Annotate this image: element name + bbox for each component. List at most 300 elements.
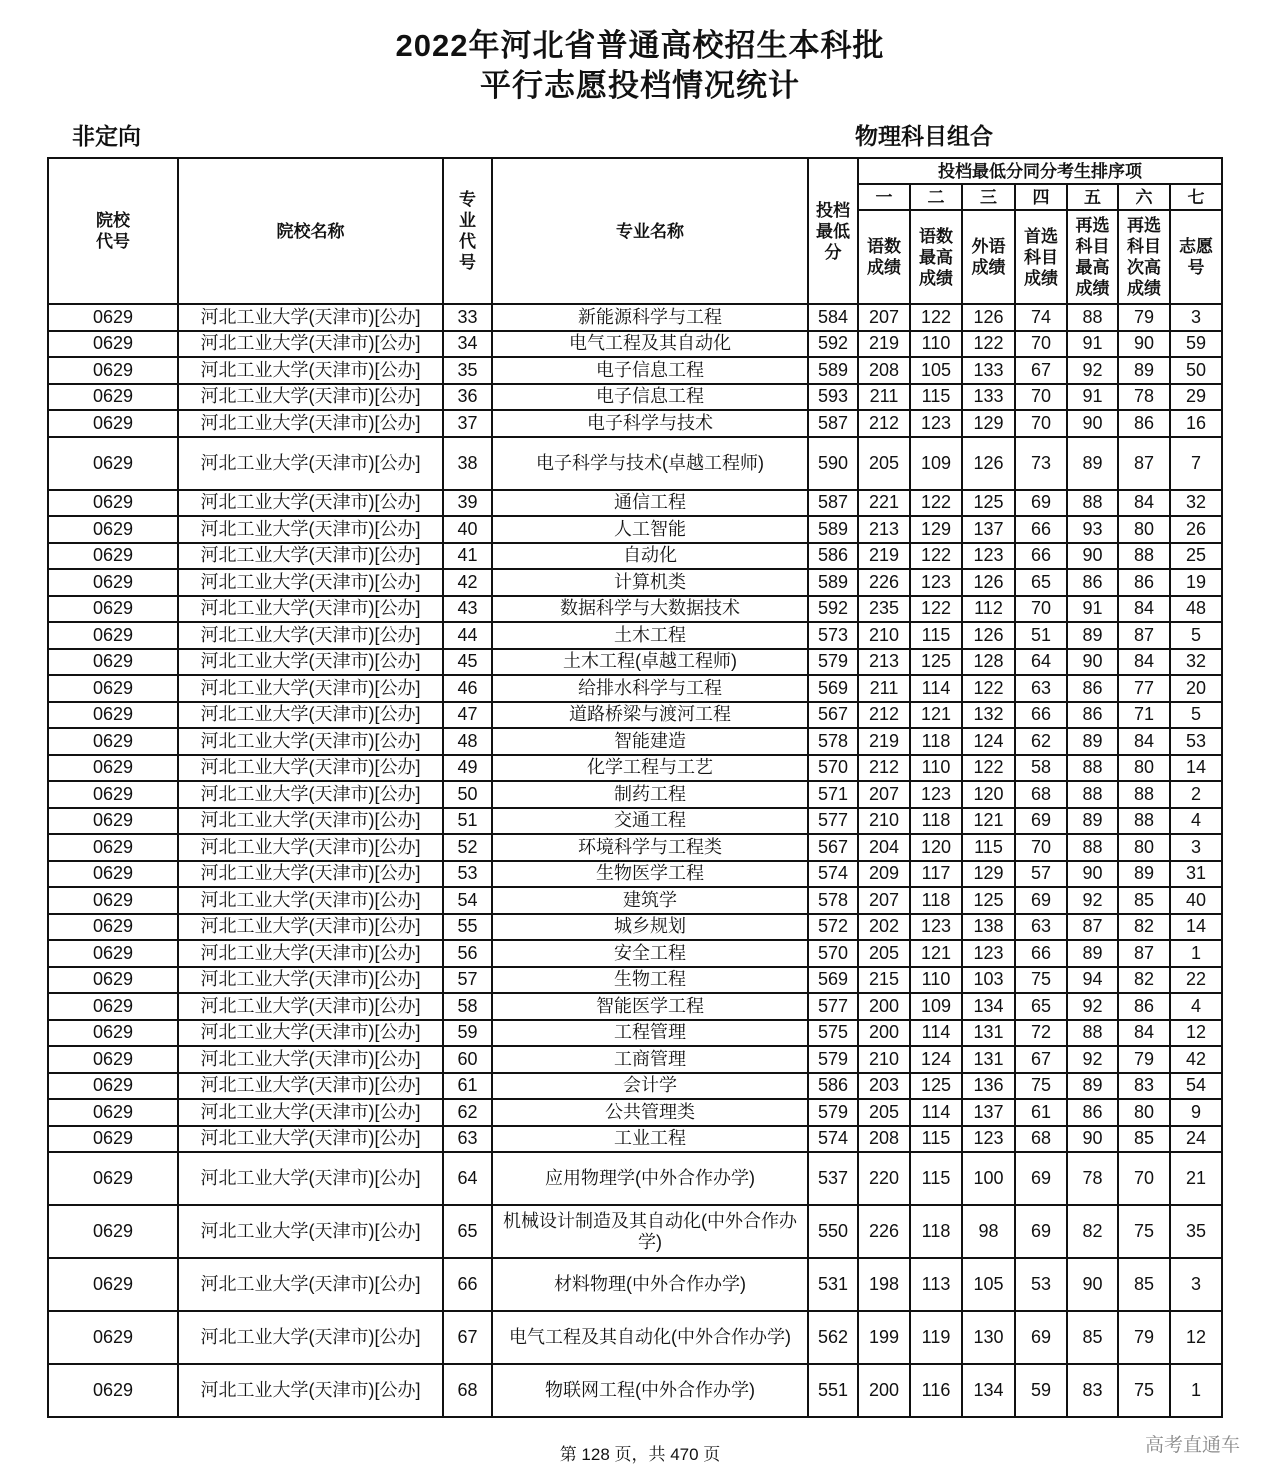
- cell-second-subject-next: 86: [1118, 569, 1170, 596]
- cell-second-subject-max: 92: [1067, 887, 1118, 914]
- table-row: [48, 437, 1222, 490]
- cell-second-subject-next: 84: [1118, 490, 1170, 517]
- cell-first-subject: 51: [1015, 622, 1067, 649]
- cell-chinese-math-max: 121: [910, 940, 962, 967]
- cell-major-code: 61: [443, 1073, 492, 1100]
- cell-major-name: 应用物理学(中外合作办学): [492, 1152, 808, 1205]
- cell-chinese-math-max: 115: [910, 1126, 962, 1153]
- cell-min-score: 592: [808, 596, 858, 623]
- cell-chinese-math-max: 110: [910, 331, 962, 358]
- cell-second-subject-max: 86: [1067, 675, 1118, 702]
- table-row: [48, 622, 1222, 649]
- cell-major-name: 道路桥梁与渡河工程: [492, 702, 808, 729]
- cell-second-subject-next: 84: [1118, 649, 1170, 676]
- cell-min-score: 570: [808, 755, 858, 782]
- cell-major-name: 电子科学与技术: [492, 410, 808, 437]
- cell-chinese-math-score: 213: [858, 649, 910, 676]
- cell-school-name: 河北工业大学(天津市)[公办]: [178, 410, 443, 437]
- cell-school-name: 河北工业大学(天津市)[公办]: [178, 967, 443, 994]
- cell-major-code: 43: [443, 596, 492, 623]
- cell-chinese-math-score: 199: [858, 1311, 910, 1364]
- table-row: [48, 304, 1222, 331]
- header-tiebreak-num: 六: [1118, 184, 1170, 210]
- cell-min-score: 587: [808, 410, 858, 437]
- cell-school-code: 0629: [48, 781, 178, 808]
- header-tiebreak-item: 外语成绩: [962, 210, 1015, 304]
- cell-school-name: 河北工业大学(天津市)[公办]: [178, 861, 443, 888]
- cell-second-subject-max: 91: [1067, 596, 1118, 623]
- cell-school-code: 0629: [48, 1311, 178, 1364]
- cell-chinese-math-max: 117: [910, 861, 962, 888]
- cell-first-subject: 69: [1015, 1152, 1067, 1205]
- cell-min-score: 587: [808, 490, 858, 517]
- table-row: [48, 940, 1222, 967]
- cell-preference-number: 1: [1170, 1364, 1222, 1417]
- cell-second-subject-next: 82: [1118, 914, 1170, 941]
- cell-foreign-language: 136: [962, 1073, 1015, 1100]
- cell-preference-number: 21: [1170, 1152, 1222, 1205]
- cell-major-name: 生物医学工程: [492, 861, 808, 888]
- cell-major-name: 工商管理: [492, 1046, 808, 1073]
- cell-major-name: 工业工程: [492, 1126, 808, 1153]
- cell-school-code: 0629: [48, 993, 178, 1020]
- table-row: [48, 993, 1222, 1020]
- cell-chinese-math-max: 109: [910, 437, 962, 490]
- cell-first-subject: 53: [1015, 1258, 1067, 1311]
- table-row: [48, 1099, 1222, 1126]
- cell-chinese-math-max: 123: [910, 914, 962, 941]
- cell-major-code: 60: [443, 1046, 492, 1073]
- cell-min-score: 574: [808, 861, 858, 888]
- cell-school-code: 0629: [48, 1152, 178, 1205]
- cell-preference-number: 12: [1170, 1020, 1222, 1047]
- cell-second-subject-next: 78: [1118, 384, 1170, 411]
- cell-preference-number: 16: [1170, 410, 1222, 437]
- table-row: [48, 781, 1222, 808]
- cell-second-subject-max: 88: [1067, 1020, 1118, 1047]
- cell-school-name: 河北工业大学(天津市)[公办]: [178, 834, 443, 861]
- header-tiebreak-item: 首选科目成绩: [1015, 210, 1067, 304]
- cell-chinese-math-max: 115: [910, 622, 962, 649]
- cell-chinese-math-score: 198: [858, 1258, 910, 1311]
- cell-first-subject: 67: [1015, 357, 1067, 384]
- cell-foreign-language: 103: [962, 967, 1015, 994]
- cell-foreign-language: 122: [962, 675, 1015, 702]
- cell-school-name: 河北工业大学(天津市)[公办]: [178, 357, 443, 384]
- cell-preference-number: 12: [1170, 1311, 1222, 1364]
- header-tiebreak-item: 语数成绩: [858, 210, 910, 304]
- cell-chinese-math-max: 122: [910, 596, 962, 623]
- cell-second-subject-next: 88: [1118, 543, 1170, 570]
- cell-chinese-math-max: 124: [910, 1046, 962, 1073]
- cell-chinese-math-score: 226: [858, 569, 910, 596]
- cell-min-score: 592: [808, 331, 858, 358]
- cell-major-name: 生物工程: [492, 967, 808, 994]
- header-tiebreak-group: 投档最低分同分考生排序项: [858, 158, 1222, 184]
- cell-major-name: 电气工程及其自动化: [492, 331, 808, 358]
- cell-chinese-math-score: 211: [858, 675, 910, 702]
- cell-first-subject: 75: [1015, 1073, 1067, 1100]
- cell-school-code: 0629: [48, 940, 178, 967]
- cell-school-name: 河北工业大学(天津市)[公办]: [178, 649, 443, 676]
- cell-major-name: 环境科学与工程类: [492, 834, 808, 861]
- cell-second-subject-max: 88: [1067, 490, 1118, 517]
- cell-first-subject: 65: [1015, 569, 1067, 596]
- cell-major-code: 40: [443, 516, 492, 543]
- cell-second-subject-next: 88: [1118, 808, 1170, 835]
- cell-chinese-math-score: 200: [858, 1364, 910, 1417]
- cell-major-name: 数据科学与大数据技术: [492, 596, 808, 623]
- cell-school-code: 0629: [48, 384, 178, 411]
- table-row: [48, 490, 1222, 517]
- cell-major-name: 土木工程: [492, 622, 808, 649]
- cell-second-subject-next: 86: [1118, 993, 1170, 1020]
- cell-first-subject: 59: [1015, 1364, 1067, 1417]
- cell-major-code: 47: [443, 702, 492, 729]
- cell-major-code: 46: [443, 675, 492, 702]
- cell-second-subject-next: 79: [1118, 1046, 1170, 1073]
- cell-chinese-math-max: 118: [910, 728, 962, 755]
- cell-chinese-math-score: 212: [858, 702, 910, 729]
- cell-chinese-math-score: 200: [858, 993, 910, 1020]
- cell-preference-number: 42: [1170, 1046, 1222, 1073]
- cell-major-name: 电子信息工程: [492, 357, 808, 384]
- cell-preference-number: 7: [1170, 437, 1222, 490]
- cell-major-name: 智能医学工程: [492, 993, 808, 1020]
- cell-first-subject: 58: [1015, 755, 1067, 782]
- cell-chinese-math-max: 105: [910, 357, 962, 384]
- cell-min-score: 550: [808, 1205, 858, 1258]
- cell-first-subject: 65: [1015, 993, 1067, 1020]
- cell-major-name: 人工智能: [492, 516, 808, 543]
- cell-school-code: 0629: [48, 622, 178, 649]
- cell-second-subject-next: 90: [1118, 331, 1170, 358]
- cell-school-code: 0629: [48, 410, 178, 437]
- cell-chinese-math-score: 220: [858, 1152, 910, 1205]
- cell-chinese-math-score: 210: [858, 808, 910, 835]
- header-tiebreak-num: 三: [962, 184, 1015, 210]
- cell-foreign-language: 126: [962, 437, 1015, 490]
- cell-second-subject-next: 80: [1118, 834, 1170, 861]
- cell-second-subject-next: 79: [1118, 1311, 1170, 1364]
- cell-second-subject-max: 91: [1067, 331, 1118, 358]
- cell-chinese-math-max: 116: [910, 1364, 962, 1417]
- cell-second-subject-next: 85: [1118, 1126, 1170, 1153]
- cell-major-code: 62: [443, 1099, 492, 1126]
- cell-foreign-language: 123: [962, 940, 1015, 967]
- cell-second-subject-max: 93: [1067, 516, 1118, 543]
- cell-chinese-math-max: 114: [910, 1020, 962, 1047]
- cell-chinese-math-score: 207: [858, 887, 910, 914]
- cell-school-code: 0629: [48, 967, 178, 994]
- table-row: [48, 1311, 1222, 1364]
- cell-chinese-math-max: 122: [910, 304, 962, 331]
- cell-chinese-math-max: 121: [910, 702, 962, 729]
- cell-second-subject-next: 89: [1118, 861, 1170, 888]
- cell-min-score: 570: [808, 940, 858, 967]
- cell-min-score: 586: [808, 1073, 858, 1100]
- cell-second-subject-max: 92: [1067, 993, 1118, 1020]
- header-tiebreak-num: 七: [1170, 184, 1222, 210]
- cell-second-subject-max: 89: [1067, 622, 1118, 649]
- cell-school-name: 河北工业大学(天津市)[公办]: [178, 516, 443, 543]
- cell-chinese-math-score: 202: [858, 914, 910, 941]
- cell-chinese-math-max: 110: [910, 755, 962, 782]
- cell-first-subject: 64: [1015, 649, 1067, 676]
- table-row: [48, 649, 1222, 676]
- cell-foreign-language: 122: [962, 331, 1015, 358]
- header-tiebreak-num: 四: [1015, 184, 1067, 210]
- cell-preference-number: 14: [1170, 755, 1222, 782]
- cell-second-subject-max: 91: [1067, 384, 1118, 411]
- cell-chinese-math-score: 205: [858, 1099, 910, 1126]
- cell-school-code: 0629: [48, 516, 178, 543]
- cell-second-subject-next: 80: [1118, 516, 1170, 543]
- cell-school-name: 河北工业大学(天津市)[公办]: [178, 940, 443, 967]
- cell-foreign-language: 98: [962, 1205, 1015, 1258]
- cell-school-name: 河北工业大学(天津市)[公办]: [178, 675, 443, 702]
- cell-school-name: 河北工业大学(天津市)[公办]: [178, 755, 443, 782]
- watermark: 高考直通车: [1145, 1435, 1241, 1456]
- cell-first-subject: 69: [1015, 808, 1067, 835]
- cell-foreign-language: 105: [962, 1258, 1015, 1311]
- cell-school-name: 河北工业大学(天津市)[公办]: [178, 1258, 443, 1311]
- table-row: [48, 357, 1222, 384]
- cell-second-subject-max: 89: [1067, 940, 1118, 967]
- table-row: [48, 914, 1222, 941]
- cell-school-name: 河北工业大学(天津市)[公办]: [178, 1311, 443, 1364]
- table-row: [48, 1046, 1222, 1073]
- table-row: [48, 1364, 1222, 1417]
- cell-major-name: 电气工程及其自动化(中外合作办学): [492, 1311, 808, 1364]
- cell-school-name: 河北工业大学(天津市)[公办]: [178, 1364, 443, 1417]
- cell-preference-number: 25: [1170, 543, 1222, 570]
- cell-second-subject-max: 90: [1067, 1258, 1118, 1311]
- cell-foreign-language: 131: [962, 1046, 1015, 1073]
- cell-first-subject: 70: [1015, 834, 1067, 861]
- cell-preference-number: 29: [1170, 384, 1222, 411]
- table-row: [48, 1073, 1222, 1100]
- document-title-line2: 平行志愿投档情况统计: [480, 68, 800, 103]
- cell-chinese-math-score: 208: [858, 357, 910, 384]
- cell-chinese-math-score: 209: [858, 861, 910, 888]
- cell-school-name: 河北工业大学(天津市)[公办]: [178, 993, 443, 1020]
- cell-min-score: 572: [808, 914, 858, 941]
- cell-school-name: 河北工业大学(天津市)[公办]: [178, 596, 443, 623]
- header-tiebreak-item: 再选科目最高成绩: [1067, 210, 1118, 304]
- cell-school-name: 河北工业大学(天津市)[公办]: [178, 304, 443, 331]
- cell-second-subject-next: 88: [1118, 781, 1170, 808]
- cell-major-name: 城乡规划: [492, 914, 808, 941]
- cell-major-code: 50: [443, 781, 492, 808]
- cell-foreign-language: 126: [962, 304, 1015, 331]
- cell-major-name: 电子信息工程: [492, 384, 808, 411]
- cell-major-code: 52: [443, 834, 492, 861]
- cell-chinese-math-score: 205: [858, 940, 910, 967]
- cell-major-name: 工程管理: [492, 1020, 808, 1047]
- cell-first-subject: 57: [1015, 861, 1067, 888]
- cell-foreign-language: 120: [962, 781, 1015, 808]
- header-tiebreak-num: 一: [858, 184, 910, 210]
- document-title-line1: 2022年河北省普通高校招生本科批: [395, 28, 885, 63]
- cell-preference-number: 48: [1170, 596, 1222, 623]
- cell-chinese-math-max: 114: [910, 675, 962, 702]
- cell-major-code: 58: [443, 993, 492, 1020]
- cell-second-subject-max: 90: [1067, 861, 1118, 888]
- cell-second-subject-max: 82: [1067, 1205, 1118, 1258]
- table-row: [48, 543, 1222, 570]
- cell-preference-number: 59: [1170, 331, 1222, 358]
- cell-school-name: 河北工业大学(天津市)[公办]: [178, 569, 443, 596]
- cell-second-subject-max: 88: [1067, 834, 1118, 861]
- cell-major-code: 37: [443, 410, 492, 437]
- cell-foreign-language: 100: [962, 1152, 1015, 1205]
- cell-major-code: 59: [443, 1020, 492, 1047]
- cell-second-subject-max: 89: [1067, 808, 1118, 835]
- cell-preference-number: 31: [1170, 861, 1222, 888]
- cell-chinese-math-score: 213: [858, 516, 910, 543]
- cell-second-subject-max: 92: [1067, 1046, 1118, 1073]
- cell-first-subject: 63: [1015, 675, 1067, 702]
- cell-second-subject-max: 90: [1067, 543, 1118, 570]
- cell-min-score: 577: [808, 808, 858, 835]
- cell-chinese-math-score: 215: [858, 967, 910, 994]
- header-min-score: 投档最低分: [808, 158, 858, 304]
- cell-first-subject: 69: [1015, 490, 1067, 517]
- cell-chinese-math-max: 125: [910, 1073, 962, 1100]
- cell-school-name: 河北工业大学(天津市)[公办]: [178, 384, 443, 411]
- cell-major-code: 68: [443, 1364, 492, 1417]
- cell-school-name: 河北工业大学(天津市)[公办]: [178, 1073, 443, 1100]
- cell-school-code: 0629: [48, 1099, 178, 1126]
- cell-major-name: 给排水科学与工程: [492, 675, 808, 702]
- cell-second-subject-max: 85: [1067, 1311, 1118, 1364]
- cell-foreign-language: 125: [962, 490, 1015, 517]
- cell-school-code: 0629: [48, 1126, 178, 1153]
- cell-second-subject-next: 84: [1118, 596, 1170, 623]
- cell-school-code: 0629: [48, 569, 178, 596]
- cell-first-subject: 69: [1015, 1311, 1067, 1364]
- cell-first-subject: 75: [1015, 967, 1067, 994]
- cell-second-subject-next: 75: [1118, 1205, 1170, 1258]
- cell-second-subject-next: 82: [1118, 967, 1170, 994]
- cell-min-score: 551: [808, 1364, 858, 1417]
- cell-second-subject-max: 92: [1067, 357, 1118, 384]
- cell-school-name: 河北工业大学(天津市)[公办]: [178, 437, 443, 490]
- cell-school-code: 0629: [48, 490, 178, 517]
- cell-major-code: 39: [443, 490, 492, 517]
- cell-min-score: 579: [808, 1046, 858, 1073]
- cell-chinese-math-score: 200: [858, 1020, 910, 1047]
- cell-major-name: 制药工程: [492, 781, 808, 808]
- cell-second-subject-next: 79: [1118, 304, 1170, 331]
- cell-second-subject-max: 90: [1067, 649, 1118, 676]
- cell-major-code: 65: [443, 1205, 492, 1258]
- cell-min-score: 571: [808, 781, 858, 808]
- cell-second-subject-max: 86: [1067, 1099, 1118, 1126]
- cell-second-subject-next: 87: [1118, 940, 1170, 967]
- cell-second-subject-next: 70: [1118, 1152, 1170, 1205]
- cell-school-code: 0629: [48, 1020, 178, 1047]
- cell-school-code: 0629: [48, 1258, 178, 1311]
- cell-chinese-math-max: 123: [910, 569, 962, 596]
- cell-major-code: 35: [443, 357, 492, 384]
- table-row: [48, 834, 1222, 861]
- cell-chinese-math-max: 118: [910, 1205, 962, 1258]
- cell-major-code: 44: [443, 622, 492, 649]
- cell-first-subject: 68: [1015, 1126, 1067, 1153]
- cell-foreign-language: 134: [962, 1364, 1015, 1417]
- cell-chinese-math-score: 211: [858, 384, 910, 411]
- cell-preference-number: 4: [1170, 993, 1222, 1020]
- cell-first-subject: 70: [1015, 331, 1067, 358]
- cell-school-code: 0629: [48, 357, 178, 384]
- cell-min-score: 579: [808, 649, 858, 676]
- cell-major-name: 电子科学与技术(卓越工程师): [492, 437, 808, 490]
- cell-school-name: 河北工业大学(天津市)[公办]: [178, 1126, 443, 1153]
- cell-first-subject: 70: [1015, 596, 1067, 623]
- cell-major-name: 机械设计制造及其自动化(中外合作办学): [492, 1205, 808, 1258]
- cell-school-code: 0629: [48, 331, 178, 358]
- cell-second-subject-max: 83: [1067, 1364, 1118, 1417]
- cell-min-score: 579: [808, 1099, 858, 1126]
- cell-preference-number: 3: [1170, 1258, 1222, 1311]
- cell-foreign-language: 115: [962, 834, 1015, 861]
- cell-major-name: 材料物理(中外合作办学): [492, 1258, 808, 1311]
- cell-min-score: 589: [808, 516, 858, 543]
- cell-chinese-math-score: 204: [858, 834, 910, 861]
- cell-school-name: 河北工业大学(天津市)[公办]: [178, 728, 443, 755]
- cell-chinese-math-score: 226: [858, 1205, 910, 1258]
- cell-major-code: 64: [443, 1152, 492, 1205]
- cell-school-code: 0629: [48, 887, 178, 914]
- cell-chinese-math-score: 219: [858, 543, 910, 570]
- cell-chinese-math-score: 210: [858, 622, 910, 649]
- cell-foreign-language: 123: [962, 1126, 1015, 1153]
- cell-school-code: 0629: [48, 728, 178, 755]
- cell-preference-number: 9: [1170, 1099, 1222, 1126]
- cell-preference-number: 1: [1170, 940, 1222, 967]
- cell-min-score: 569: [808, 675, 858, 702]
- table-row: [48, 887, 1222, 914]
- cell-first-subject: 70: [1015, 410, 1067, 437]
- cell-preference-number: 22: [1170, 967, 1222, 994]
- header-tiebreak-item: 语数最高成绩: [910, 210, 962, 304]
- cell-school-code: 0629: [48, 543, 178, 570]
- cell-first-subject: 66: [1015, 543, 1067, 570]
- cell-min-score: 537: [808, 1152, 858, 1205]
- cell-school-name: 河北工业大学(天津市)[公办]: [178, 887, 443, 914]
- table-row: [48, 702, 1222, 729]
- cell-second-subject-next: 85: [1118, 887, 1170, 914]
- cell-second-subject-max: 86: [1067, 702, 1118, 729]
- table-row: [48, 331, 1222, 358]
- cell-foreign-language: 129: [962, 410, 1015, 437]
- cell-chinese-math-score: 212: [858, 410, 910, 437]
- cell-preference-number: 14: [1170, 914, 1222, 941]
- cell-school-code: 0629: [48, 596, 178, 623]
- table-row: [48, 808, 1222, 835]
- cell-chinese-math-score: 219: [858, 728, 910, 755]
- cell-second-subject-next: 77: [1118, 675, 1170, 702]
- cell-school-name: 河北工业大学(天津市)[公办]: [178, 1152, 443, 1205]
- cell-chinese-math-max: 115: [910, 1152, 962, 1205]
- cell-major-name: 交通工程: [492, 808, 808, 835]
- header-major-name: 专业名称: [492, 158, 808, 304]
- cell-chinese-math-score: 212: [858, 755, 910, 782]
- cell-min-score: 574: [808, 1126, 858, 1153]
- cell-min-score: 578: [808, 887, 858, 914]
